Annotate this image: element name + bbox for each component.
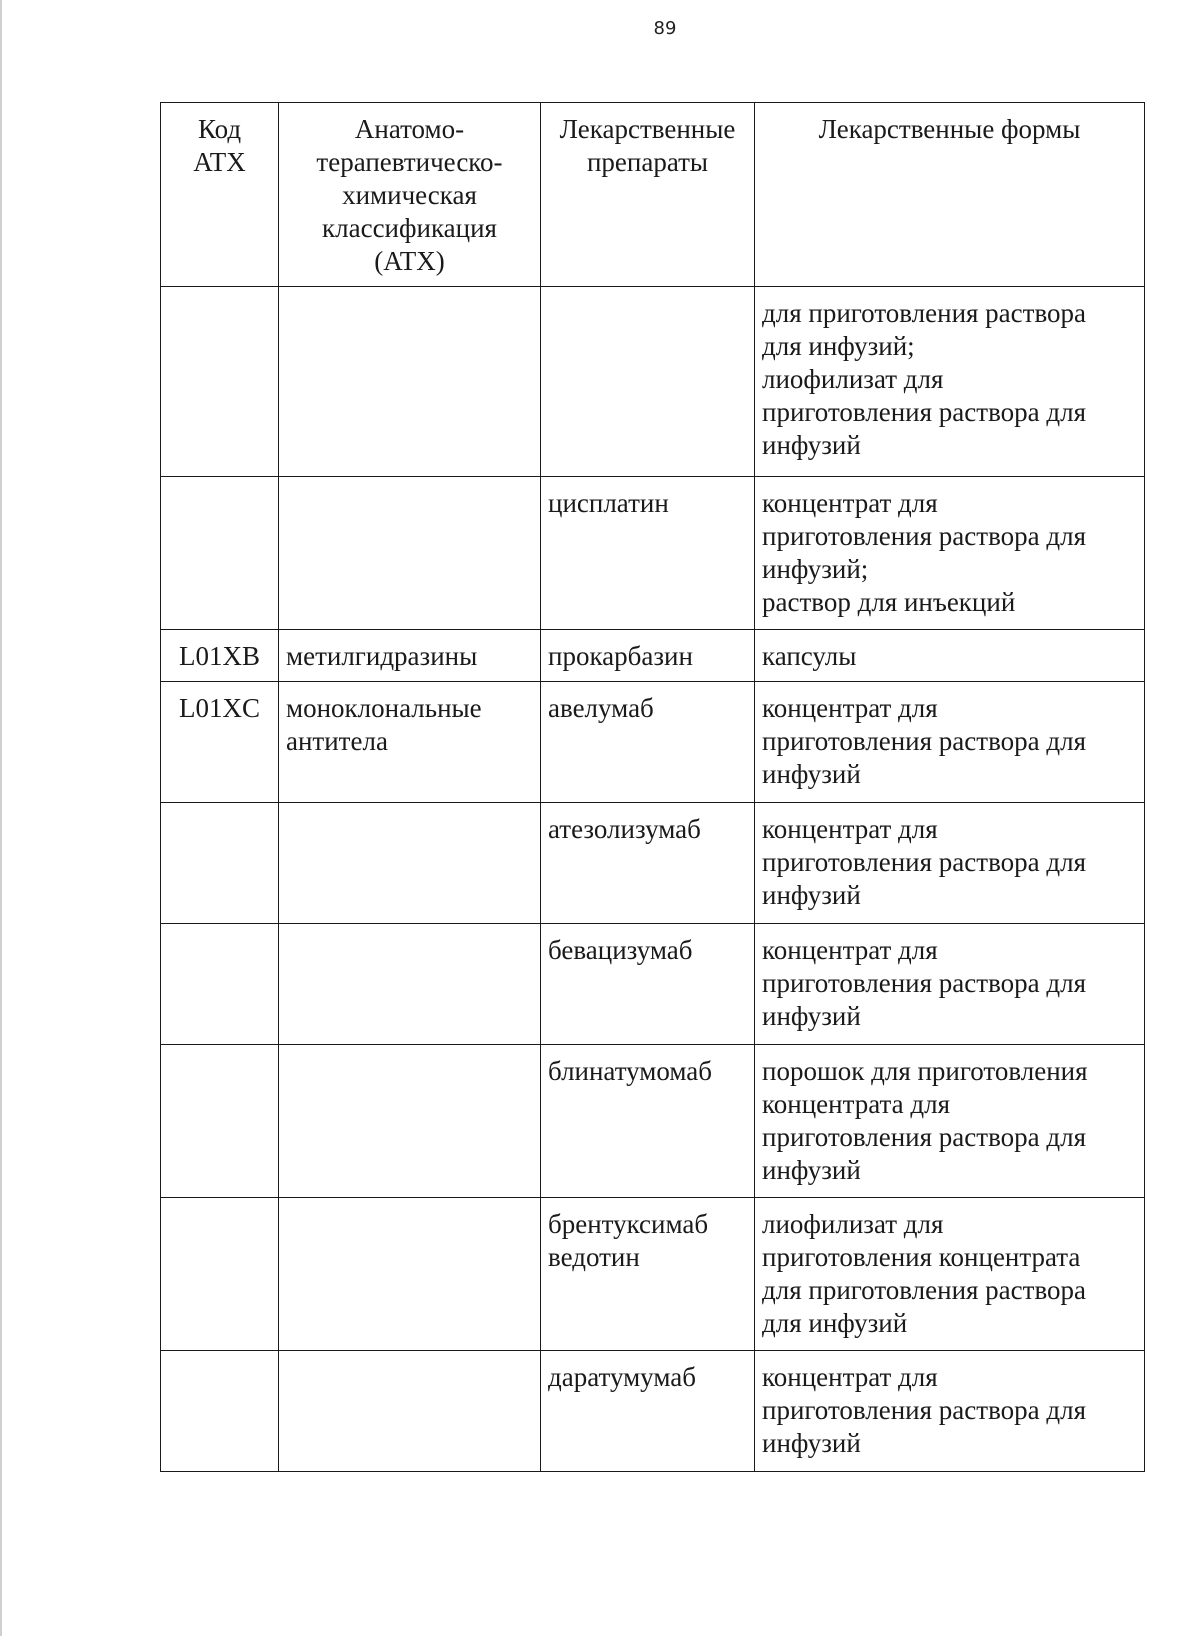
cell-dosage-forms: концентрат для приготовления раствора для инфузий bbox=[755, 1351, 1145, 1472]
table-row bbox=[161, 477, 1145, 630]
cell-atx-code bbox=[161, 287, 279, 477]
cell-atx-code bbox=[161, 924, 279, 1045]
header-atx-code: Код ATX bbox=[161, 103, 279, 287]
cell-classification bbox=[279, 1351, 541, 1472]
cell-atx-code bbox=[161, 1198, 279, 1351]
page-number: 89 bbox=[653, 18, 677, 39]
cell-drug: атезолизумаб bbox=[541, 803, 755, 924]
table-row bbox=[161, 682, 1145, 803]
cell-atx-code: L01XB bbox=[161, 630, 279, 682]
header-drugs: Лекарственные препараты bbox=[541, 103, 755, 287]
scan-edge bbox=[0, 0, 2, 1636]
cell-drug: прокарбазин bbox=[541, 630, 755, 682]
cell-classification bbox=[279, 803, 541, 924]
cell-classification bbox=[279, 1198, 541, 1351]
cell-classification: моноклональные антитела bbox=[279, 682, 541, 803]
table-row bbox=[161, 1351, 1145, 1472]
cell-dosage-forms: порошок для приготовления концентрата для приготовления раствора для инфузий bbox=[755, 1045, 1145, 1198]
cell-dosage-forms: концентрат для приготовления раствора для инфузий bbox=[755, 803, 1145, 924]
cell-dosage-forms: для приготовления раствора для инфузий; лиофилизат для приготовления раствора для инфузий bbox=[755, 287, 1145, 477]
header-dosage-forms: Лекарственные формы bbox=[755, 103, 1145, 287]
table-row bbox=[161, 1045, 1145, 1198]
cell-drug: брентуксимаб ведотин bbox=[541, 1198, 755, 1351]
header-atx-classification: Анатомо- терапевтическо- химическая классификация (ATX) bbox=[279, 103, 541, 287]
cell-atx-code: L01XC bbox=[161, 682, 279, 803]
table-header-row bbox=[161, 103, 1145, 287]
table-row bbox=[161, 803, 1145, 924]
cell-atx-code bbox=[161, 1045, 279, 1198]
table-row bbox=[161, 287, 1145, 477]
cell-atx-code bbox=[161, 1351, 279, 1472]
cell-atx-code bbox=[161, 477, 279, 630]
cell-drug: бевацизумаб bbox=[541, 924, 755, 1045]
cell-dosage-forms: концентрат для приготовления раствора для инфузий; раствор для инъекций bbox=[755, 477, 1145, 630]
cell-drug bbox=[541, 287, 755, 477]
table-row bbox=[161, 924, 1145, 1045]
cell-classification: метилгидразины bbox=[279, 630, 541, 682]
atx-drug-table bbox=[160, 102, 1145, 1472]
table-row bbox=[161, 1198, 1145, 1351]
table-row bbox=[161, 630, 1145, 682]
cell-drug: авелумаб bbox=[541, 682, 755, 803]
cell-drug: блинатумомаб bbox=[541, 1045, 755, 1198]
cell-drug: даратумумаб bbox=[541, 1351, 755, 1472]
cell-classification bbox=[279, 477, 541, 630]
cell-atx-code bbox=[161, 803, 279, 924]
cell-classification bbox=[279, 287, 541, 477]
cell-dosage-forms: капсулы bbox=[755, 630, 1145, 682]
cell-drug: цисплатин bbox=[541, 477, 755, 630]
cell-dosage-forms: лиофилизат для приготовления концентрата для приготовления раствора для инфузий bbox=[755, 1198, 1145, 1351]
cell-classification bbox=[279, 924, 541, 1045]
cell-dosage-forms: концентрат для приготовления раствора для инфузий bbox=[755, 682, 1145, 803]
cell-dosage-forms: концентрат для приготовления раствора для инфузий bbox=[755, 924, 1145, 1045]
cell-classification bbox=[279, 1045, 541, 1198]
